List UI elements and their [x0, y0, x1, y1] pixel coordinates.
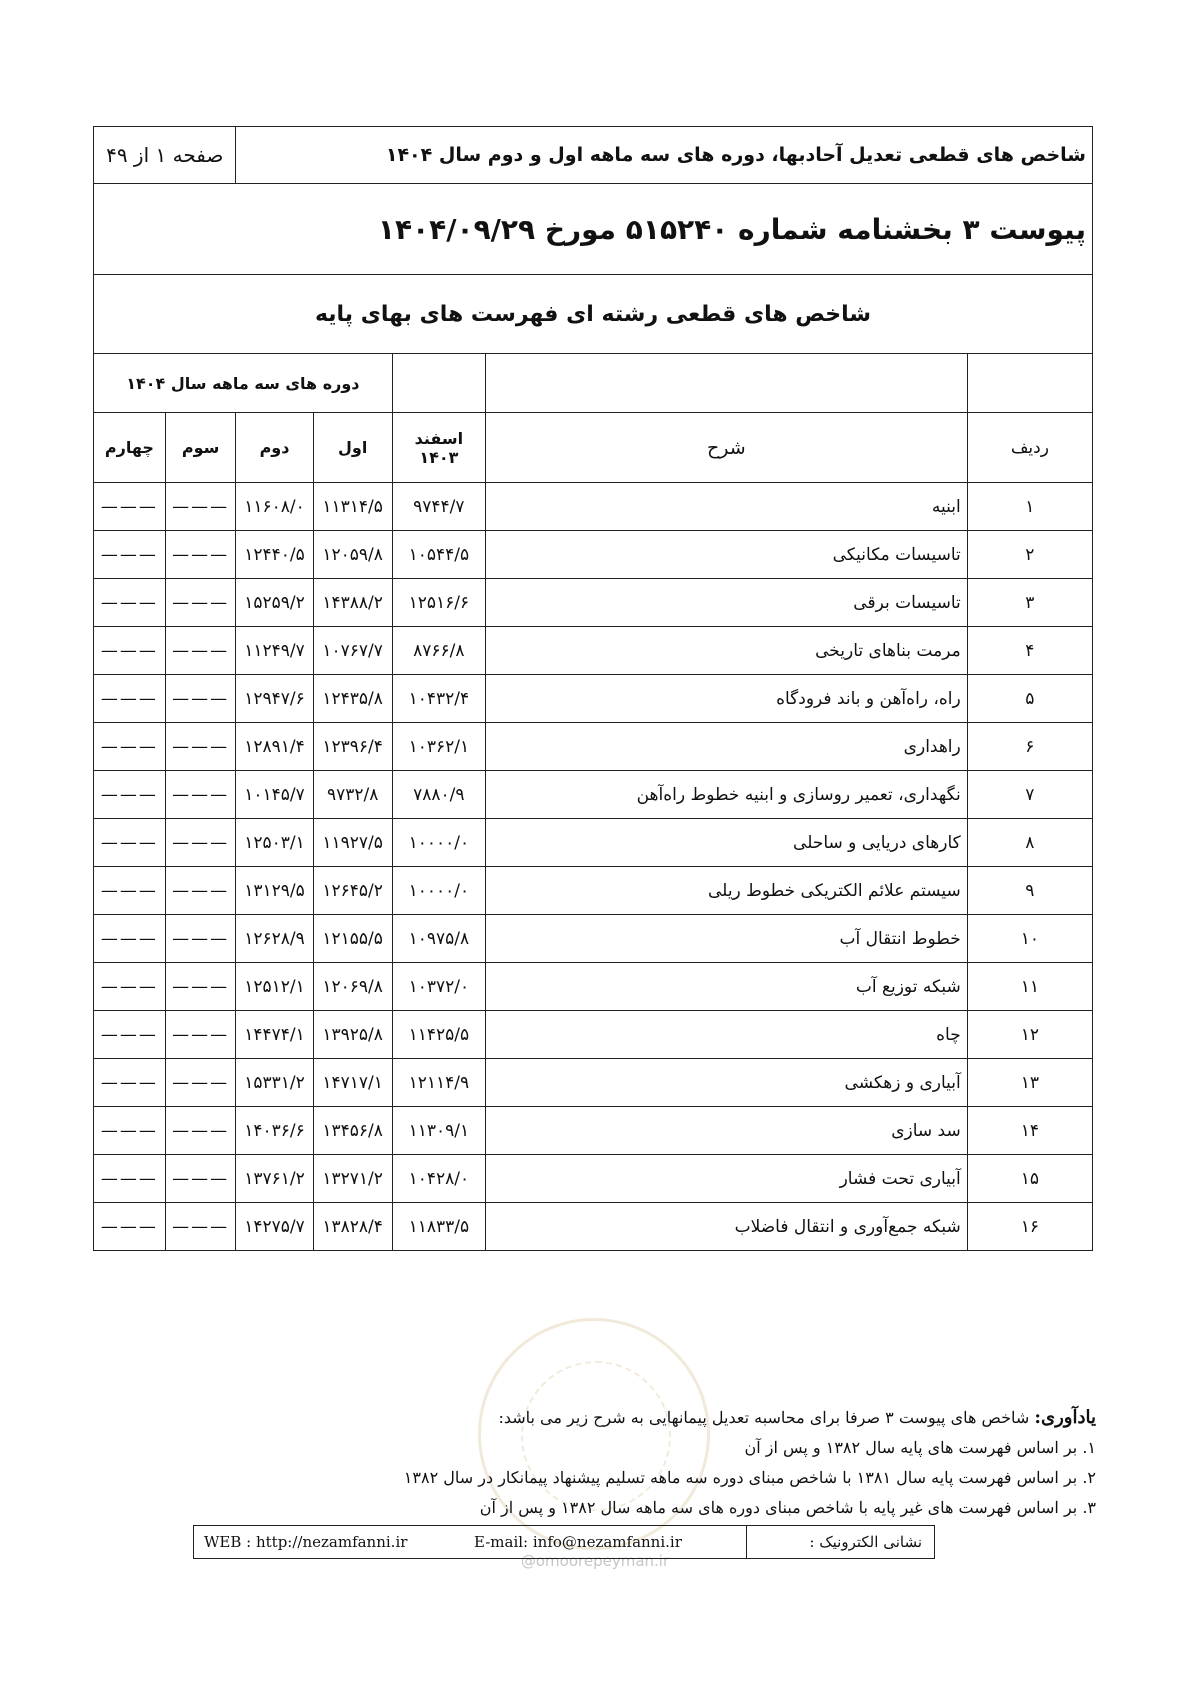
col-q2: دوم: [236, 413, 313, 483]
watermark-text: @omoorepeyman.ir: [520, 1552, 670, 1570]
value-q1: ۱۳۴۵۶/۸: [313, 1107, 392, 1155]
row-description: چاه: [485, 1011, 967, 1059]
value-q3: ———: [165, 1155, 236, 1203]
table-row: [94, 579, 1093, 627]
value-q4: ———: [94, 1107, 166, 1155]
value-q4: ———: [94, 675, 166, 723]
value-q3: ———: [165, 675, 236, 723]
value-q3: ———: [165, 963, 236, 1011]
value-q1: ۱۲۰۵۹/۸: [313, 531, 392, 579]
value-esfand: ۸۷۶۶/۸: [392, 627, 485, 675]
row-description: نگهداری، تعمیر روسازی و ابنیه خطوط راه‌آهن: [485, 771, 967, 819]
value-q4: ———: [94, 579, 166, 627]
subtitle-row: [94, 275, 1093, 354]
row-number: ۱۶: [967, 1203, 1092, 1251]
value-q2: ۱۱۲۴۹/۷: [236, 627, 313, 675]
row-description: شبکه جمع‌آوری و انتقال فاضلاب: [485, 1203, 967, 1251]
value-esfand: ۱۰۳۷۲/۰: [392, 963, 485, 1011]
value-q2: ۱۲۸۹۱/۴: [236, 723, 313, 771]
row-number: ۷: [967, 771, 1092, 819]
notes-lead: یادآوری:: [1034, 1407, 1096, 1428]
value-q4: ———: [94, 1155, 166, 1203]
period-label: دوره های سه ماهه سال ۱۴۰۴: [94, 354, 393, 413]
email-link[interactable]: E-mail: info@nezamfanni.ir: [474, 1533, 682, 1551]
table-row: [94, 483, 1093, 531]
contact-box: [193, 1525, 935, 1559]
value-q3: ———: [165, 867, 236, 915]
empty-header-cell: [967, 354, 1092, 413]
row-description: آبیاری تحت فشار: [485, 1155, 967, 1203]
value-q2: ۱۱۶۰۸/۰: [236, 483, 313, 531]
col-q4: چهارم: [94, 413, 166, 483]
value-esfand: ۱۰۴۳۲/۴: [392, 675, 485, 723]
value-q3: ———: [165, 1203, 236, 1251]
value-q4: ———: [94, 867, 166, 915]
value-q1: ۱۴۷۱۷/۱: [313, 1059, 392, 1107]
value-q1: ۱۲۱۵۵/۵: [313, 915, 392, 963]
value-esfand: ۱۰۴۲۸/۰: [392, 1155, 485, 1203]
value-esfand: ۱۲۱۱۴/۹: [392, 1059, 485, 1107]
value-q2: ۱۳۷۶۱/۲: [236, 1155, 313, 1203]
row-description: سیستم علائم الکتریکی خطوط ریلی: [485, 867, 967, 915]
row-description: تاسیسات مکانیکی: [485, 531, 967, 579]
row-description: خطوط انتقال آب: [485, 915, 967, 963]
table-row: [94, 627, 1093, 675]
note-item: ۲. بر اساس فهرست پایه سال ۱۳۸۱ با شاخص مبنای دوره سه ماهه تسلیم پیشنهاد پیمانکار در سال ۱۳۸۲: [403, 1468, 1096, 1487]
value-q2: ۱۵۳۳۱/۲: [236, 1059, 313, 1107]
value-q4: ———: [94, 627, 166, 675]
row-description: مرمت بناهای تاریخی: [485, 627, 967, 675]
attachment-title: پیوست ۳ بخشنامه شماره ۵۱۵۲۴۰ مورخ ۱۴۰۴/۰۹/۲۹: [94, 184, 1093, 275]
row-number: ۱۵: [967, 1155, 1092, 1203]
value-q2: ۱۲۴۴۰/۵: [236, 531, 313, 579]
row-description: شبکه توزیع آب: [485, 963, 967, 1011]
value-q2: ۱۳۱۲۹/۵: [236, 867, 313, 915]
row-number: ۱۳: [967, 1059, 1092, 1107]
document-title: شاخص های قطعی تعدیل آحادبها، دوره های سه ماهه اول و دوم سال ۱۴۰۴: [236, 127, 1093, 184]
value-q3: ———: [165, 915, 236, 963]
row-number: ۱۰: [967, 915, 1092, 963]
table-row: [94, 723, 1093, 771]
value-q3: ———: [165, 483, 236, 531]
row-number: ۵: [967, 675, 1092, 723]
table-row: [94, 1155, 1093, 1203]
value-esfand: ۱۲۵۱۶/۶: [392, 579, 485, 627]
contact-divider: [746, 1526, 747, 1558]
value-q1: ۱۲۰۶۹/۸: [313, 963, 392, 1011]
value-esfand: ۱۱۴۲۵/۵: [392, 1011, 485, 1059]
value-q1: ۱۲۴۳۵/۸: [313, 675, 392, 723]
row-number: ۶: [967, 723, 1092, 771]
value-q3: ———: [165, 531, 236, 579]
value-q2: ۱۴۰۳۶/۶: [236, 1107, 313, 1155]
value-q4: ———: [94, 819, 166, 867]
row-number: ۱: [967, 483, 1092, 531]
value-q3: ———: [165, 819, 236, 867]
value-esfand: ۹۷۴۴/۷: [392, 483, 485, 531]
value-esfand: ۱۰۹۷۵/۸: [392, 915, 485, 963]
table-row: [94, 1011, 1093, 1059]
note-item: ۳. بر اساس فهرست های غیر پایه با شاخص مبنای دوره های سه ماهه سال ۱۳۸۲ و پس از آن: [479, 1498, 1096, 1517]
table-row: [94, 1203, 1093, 1251]
index-table: [93, 126, 1093, 1251]
value-q1: ۱۳۲۷۱/۲: [313, 1155, 392, 1203]
row-description: راه، راه‌آهن و باند فرودگاه: [485, 675, 967, 723]
value-q1: ۱۳۸۲۸/۴: [313, 1203, 392, 1251]
value-q3: ———: [165, 579, 236, 627]
value-esfand: ۱۱۸۳۳/۵: [392, 1203, 485, 1251]
row-number: ۱۲: [967, 1011, 1092, 1059]
notes-intro: شاخص های پیوست ۳ صرفا برای محاسبه تعدیل پیمانهایی به شرح زیر می باشد:: [498, 1408, 1030, 1427]
value-q1: ۱۳۹۲۵/۸: [313, 1011, 392, 1059]
col-radif: ردیف: [967, 413, 1092, 483]
value-q4: ———: [94, 963, 166, 1011]
value-q2: ۱۲۹۴۷/۶: [236, 675, 313, 723]
value-esfand: ۱۱۳۰۹/۱: [392, 1107, 485, 1155]
row-number: ۸: [967, 819, 1092, 867]
value-q4: ———: [94, 483, 166, 531]
table-row: [94, 675, 1093, 723]
table-row: [94, 771, 1093, 819]
empty-header-cell: [485, 354, 967, 413]
value-q3: ———: [165, 1011, 236, 1059]
value-q2: ۱۲۵۰۳/۱: [236, 819, 313, 867]
header-row: [94, 127, 1093, 184]
column-header-row: [94, 413, 1093, 483]
value-q1: ۱۰۷۶۷/۷: [313, 627, 392, 675]
row-number: ۱۱: [967, 963, 1092, 1011]
value-q1: ۹۷۳۲/۸: [313, 771, 392, 819]
col-sharh: شرح: [485, 413, 967, 483]
row-number: ۹: [967, 867, 1092, 915]
note-item: ۱. بر اساس فهرست های پایه سال ۱۳۸۲ و پس از آن: [744, 1438, 1096, 1457]
value-q3: ———: [165, 1059, 236, 1107]
value-q3: ———: [165, 1107, 236, 1155]
value-q2: ۱۲۵۱۲/۱: [236, 963, 313, 1011]
value-esfand: ۱۰۵۴۴/۵: [392, 531, 485, 579]
row-number: ۴: [967, 627, 1092, 675]
value-esfand: ۱۰۳۶۲/۱: [392, 723, 485, 771]
row-description: تاسیسات برقی: [485, 579, 967, 627]
value-q2: ۱۲۶۲۸/۹: [236, 915, 313, 963]
value-q4: ———: [94, 723, 166, 771]
col-esfand: اسفند ۱۴۰۳: [392, 413, 485, 483]
value-esfand: ۱۰۰۰۰/۰: [392, 819, 485, 867]
table-body: [94, 483, 1093, 1251]
notes: [196, 1403, 1096, 1523]
period-header-row: [94, 354, 1093, 413]
table-row: [94, 819, 1093, 867]
value-q3: ———: [165, 627, 236, 675]
value-q2: ۱۵۲۵۹/۲: [236, 579, 313, 627]
value-q2: ۱۴۴۷۴/۱: [236, 1011, 313, 1059]
row-description: راهداری: [485, 723, 967, 771]
row-description: کارهای دریایی و ساحلی: [485, 819, 967, 867]
col-q1: اول: [313, 413, 392, 483]
value-q2: ۱۴۲۷۵/۷: [236, 1203, 313, 1251]
table-row: [94, 1107, 1093, 1155]
table-subtitle: شاخص های قطعی رشته ای فهرست های بهای پایه: [94, 275, 1093, 354]
table-row: [94, 915, 1093, 963]
value-q1: ۱۱۳۱۴/۵: [313, 483, 392, 531]
row-number: ۳: [967, 579, 1092, 627]
table-row: [94, 867, 1093, 915]
row-description: سد سازی: [485, 1107, 967, 1155]
table-row: [94, 1059, 1093, 1107]
value-q4: ———: [94, 1011, 166, 1059]
value-esfand: ۷۸۸۰/۹: [392, 771, 485, 819]
value-q3: ———: [165, 771, 236, 819]
table-row: [94, 963, 1093, 1011]
value-q4: ———: [94, 531, 166, 579]
row-description: ابنیه: [485, 483, 967, 531]
attachment-row: [94, 184, 1093, 275]
value-q1: ۱۴۳۸۸/۲: [313, 579, 392, 627]
row-number: ۱۴: [967, 1107, 1092, 1155]
table-row: [94, 531, 1093, 579]
row-number: ۲: [967, 531, 1092, 579]
value-q4: ———: [94, 1203, 166, 1251]
notes-intro-line: [196, 1403, 1096, 1433]
website-link[interactable]: WEB : http://nezamfanni.ir: [204, 1533, 408, 1551]
contact-label: نشانی الکترونیک :: [809, 1533, 922, 1551]
value-q1: ۱۱۹۲۷/۵: [313, 819, 392, 867]
page-number: صفحه ۱ از ۴۹: [94, 127, 236, 184]
value-q3: ———: [165, 723, 236, 771]
row-description: آبیاری و زهکشی: [485, 1059, 967, 1107]
value-q1: ۱۲۳۹۶/۴: [313, 723, 392, 771]
value-q1: ۱۲۶۴۵/۲: [313, 867, 392, 915]
value-q4: ———: [94, 1059, 166, 1107]
empty-header-cell: [392, 354, 485, 413]
col-q3: سوم: [165, 413, 236, 483]
value-q4: ———: [94, 771, 166, 819]
value-q4: ———: [94, 915, 166, 963]
value-q2: ۱۰۱۴۵/۷: [236, 771, 313, 819]
value-esfand: ۱۰۰۰۰/۰: [392, 867, 485, 915]
